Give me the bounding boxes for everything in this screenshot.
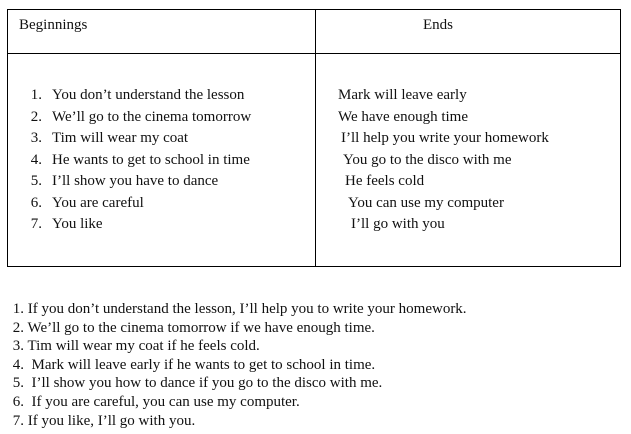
answers-list [4, 300, 467, 430]
item-number: 4. [30, 151, 42, 168]
item-number: 6. [12, 393, 24, 410]
list-item [4, 393, 467, 412]
item-text: Mark will leave early if he wants to get to school in time. [31, 356, 376, 373]
item-text: I’ll show you have to dance [52, 173, 219, 189]
list-item [4, 412, 467, 431]
header-divider [8, 53, 620, 54]
column-divider [315, 10, 316, 266]
item-text: Tim will wear my coat if he feels cold. [27, 338, 260, 355]
list-item [4, 356, 467, 375]
list-item [4, 300, 467, 319]
item-number: 3. [30, 130, 42, 146]
item-text: We’ll go to the cinema tomorrow [52, 108, 252, 125]
item-number: 4. [12, 356, 24, 373]
list-item: You go to the disco with me [343, 151, 512, 168]
item-number: 1. [12, 301, 24, 317]
item-number: 2. [12, 319, 24, 336]
item-text: If you like, I’ll go with you. [27, 412, 196, 429]
item-text: Tim will wear my coat [52, 130, 189, 146]
list-item [4, 374, 467, 393]
list-item [18, 128, 251, 150]
list-item [18, 85, 251, 107]
list-item: I’ll help you write your homework [341, 130, 549, 146]
item-number: 1. [30, 87, 42, 103]
list-item [18, 171, 251, 193]
item-text: He wants to get to school in time [52, 151, 250, 168]
item-text: We’ll go to the cinema tomorrow if we have enough time. [27, 319, 375, 336]
list-item [18, 214, 251, 236]
header-ends: Ends [423, 17, 453, 33]
list-item: He feels cold [345, 173, 425, 189]
item-number: 7. [30, 216, 42, 232]
ends-list [338, 85, 549, 236]
list-item: You can use my computer [348, 194, 504, 211]
list-item: We have enough time [338, 108, 468, 125]
list-item: Mark will leave early [338, 87, 467, 103]
item-number: 5. [12, 375, 24, 392]
header-beginnings: Beginnings [19, 17, 88, 33]
item-number: 6. [30, 194, 42, 211]
item-text: You are careful [52, 194, 144, 211]
matching-table [7, 9, 621, 267]
beginnings-list [18, 85, 251, 236]
list-item [4, 337, 467, 356]
list-item [4, 319, 467, 338]
item-number: 7. [12, 412, 24, 429]
list-item [18, 150, 251, 172]
item-text: You like [52, 216, 103, 232]
list-item [18, 107, 251, 129]
item-text: If you are careful, you can use my computer. [31, 393, 300, 410]
item-number: 5. [30, 173, 42, 189]
item-number: 2. [30, 108, 42, 125]
item-number: 3. [12, 338, 24, 355]
item-text: If you don’t understand the lesson, I’ll help you to write your homework. [27, 301, 467, 317]
list-item [18, 193, 251, 215]
item-text: You don’t understand the lesson [52, 87, 245, 103]
item-text: I’ll show you how to dance if you go to the disco with me. [31, 375, 383, 392]
list-item: I’ll go with you [351, 216, 445, 232]
